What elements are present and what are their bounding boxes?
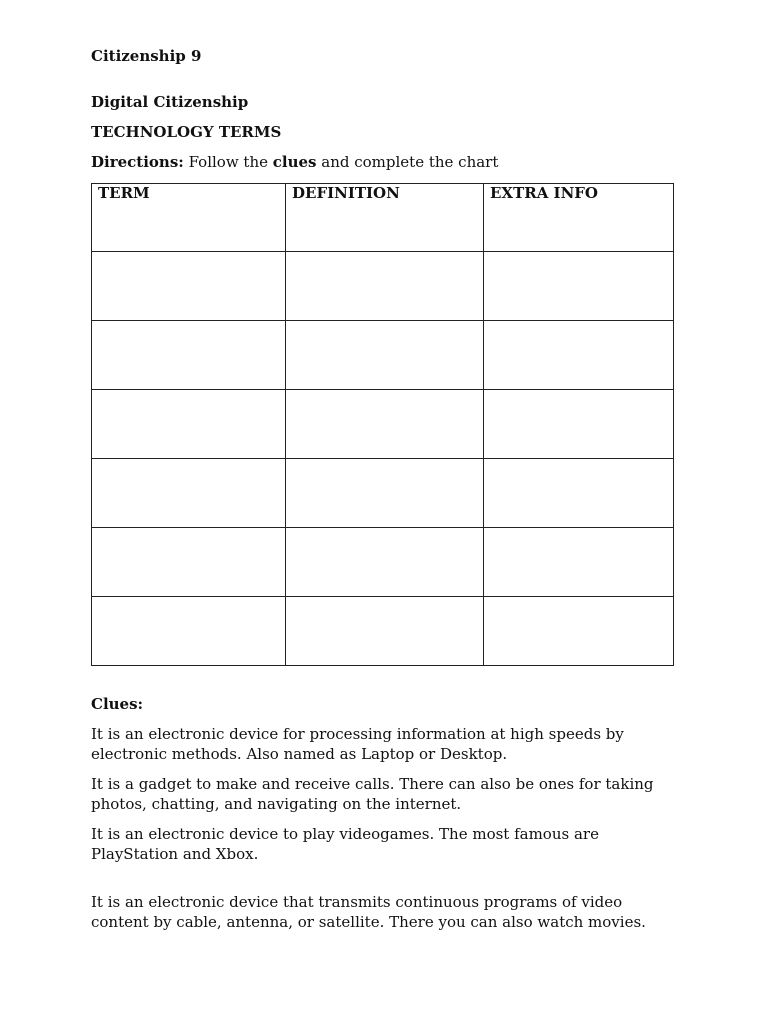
column-header-definition: DEFINITION (286, 184, 484, 252)
definition-cell[interactable] (286, 459, 484, 528)
column-header-extra-info: EXTRA INFO (484, 184, 674, 252)
clue-computer: It is an electronic device for processing information at high speeds by electronic methods. Also named as Laptop or Desktop. (91, 725, 624, 763)
table-row (92, 597, 674, 666)
table-row (92, 321, 674, 390)
extra-info-cell[interactable] (484, 459, 674, 528)
directions-text-after: and complete the chart (316, 153, 499, 171)
clue-console: It is an electronic device to play videogames. The most famous are PlayStation and Xbox. (91, 825, 599, 863)
directions-emphasis: clues (272, 153, 317, 171)
unit-title: Digital Citizenship (91, 93, 249, 111)
clue-phone: It is a gadget to make and receive calls. There can also be ones for taking photos, chatting, and navigating on the internet. (91, 775, 654, 813)
term-cell[interactable] (92, 528, 286, 597)
definition-cell[interactable] (286, 390, 484, 459)
definition-cell[interactable] (286, 321, 484, 390)
clues-title: Clues: (91, 695, 144, 713)
chart-header-row (92, 184, 674, 252)
table-row (92, 459, 674, 528)
extra-info-cell[interactable] (484, 390, 674, 459)
term-cell[interactable] (92, 252, 286, 321)
term-cell[interactable] (92, 321, 286, 390)
course-title: Citizenship 9 (91, 47, 202, 65)
clue-television: It is an electronic device that transmits continuous programs of video content by cable, antenna, or satellite. There you can also watch movies. (91, 893, 646, 931)
column-header-term: TERM (92, 184, 286, 252)
table-row (92, 390, 674, 459)
extra-info-cell[interactable] (484, 597, 674, 666)
term-cell[interactable] (92, 390, 286, 459)
term-cell[interactable] (92, 459, 286, 528)
extra-info-cell[interactable] (484, 252, 674, 321)
definition-cell[interactable] (286, 252, 484, 321)
terms-chart (91, 183, 674, 666)
term-cell[interactable] (92, 597, 286, 666)
definition-cell[interactable] (286, 528, 484, 597)
directions-text-before: Follow the (183, 153, 273, 171)
table-row (92, 528, 674, 597)
directions-label: Directions: (91, 153, 184, 171)
extra-info-cell[interactable] (484, 321, 674, 390)
worksheet-heading: TECHNOLOGY TERMS (91, 123, 282, 141)
directions-line (91, 153, 498, 171)
table-row (92, 252, 674, 321)
definition-cell[interactable] (286, 597, 484, 666)
extra-info-cell[interactable] (484, 528, 674, 597)
